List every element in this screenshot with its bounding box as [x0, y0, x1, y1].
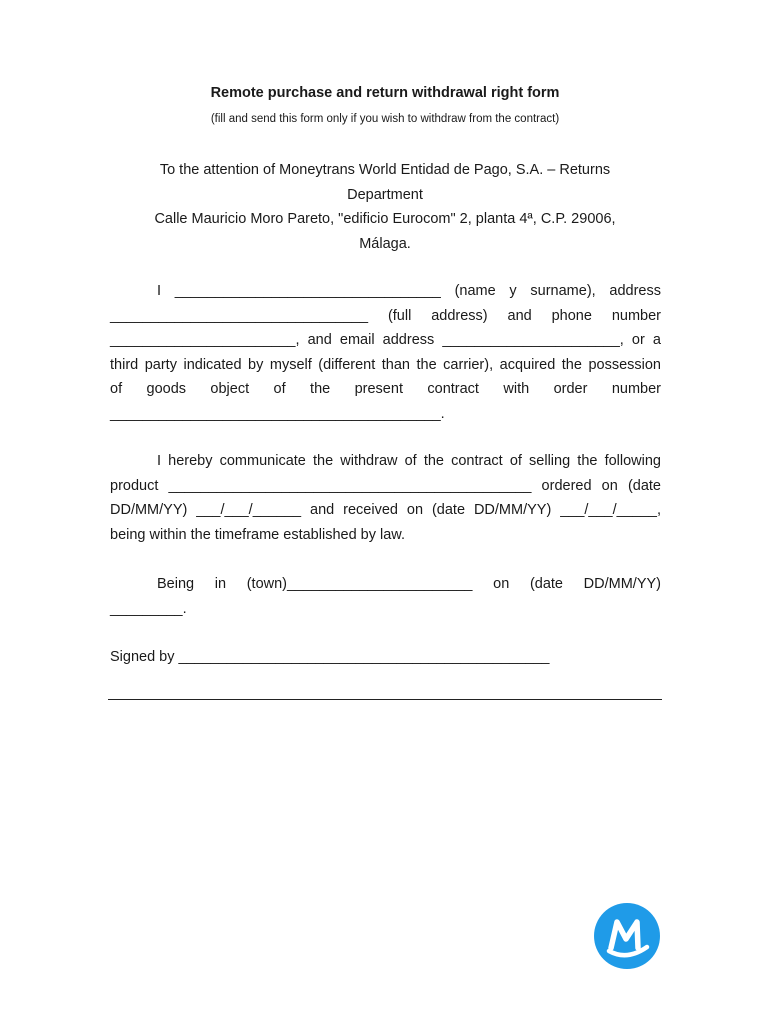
signature-paragraph — [110, 645, 661, 670]
withdrawal-line: DD/MM/YY) ___/___/______ and received on (date DD/MM/YY) ___/___/_____, — [110, 502, 661, 518]
form-subtitle: (fill and send this form only if you wish to withdraw from the contract) — [210, 113, 560, 125]
form-title: Remote purchase and return withdrawal right form — [210, 85, 560, 101]
attention-line-3: Calle Mauricio Moro Pareto, "edificio Eurocom" 2, planta 4ª, C.P. 29006, — [154, 211, 616, 227]
place-date-paragraph — [110, 572, 661, 621]
declaration-line: _________________________________________. — [110, 405, 445, 422]
declaration-line: of goods object of the present contract with order number — [110, 381, 661, 397]
moneytrans-m-icon — [594, 903, 660, 969]
attention-line-4: Málaga. — [359, 235, 411, 252]
signature-line: Signed by ______________________________________________ — [110, 649, 550, 665]
place-date-line: Being in (town)_______________________ on (date DD/MM/YY) — [157, 576, 661, 592]
declaration-line: _______________________, and email address ______________________, or a — [110, 332, 661, 348]
moneytrans-logo-icon — [594, 903, 660, 969]
attention-line-1: To the attention of Moneytrans World Entidad de Pago, S.A. – Returns — [159, 162, 611, 178]
attention-address-block — [120, 158, 650, 256]
withdrawal-line: I hereby communicate the withdraw of the contract of selling the following — [157, 453, 661, 469]
declaration-line: I _________________________________ (name y surname), address — [157, 283, 661, 299]
withdrawal-paragraph — [110, 449, 661, 547]
declaration-paragraph — [110, 279, 661, 426]
declaration-line: ________________________________ (full address) and phone number — [110, 307, 661, 324]
withdrawal-line: being within the timeframe established by law. — [110, 526, 405, 543]
place-date-line: _________. — [110, 600, 187, 617]
declaration-line: third party indicated by myself (different than the carrier), acquired the possession — [110, 356, 661, 373]
attention-line-2: Department — [347, 186, 423, 203]
withdrawal-line: product _____________________________________________ ordered on (date — [110, 477, 661, 494]
horizontal-divider — [108, 699, 662, 700]
